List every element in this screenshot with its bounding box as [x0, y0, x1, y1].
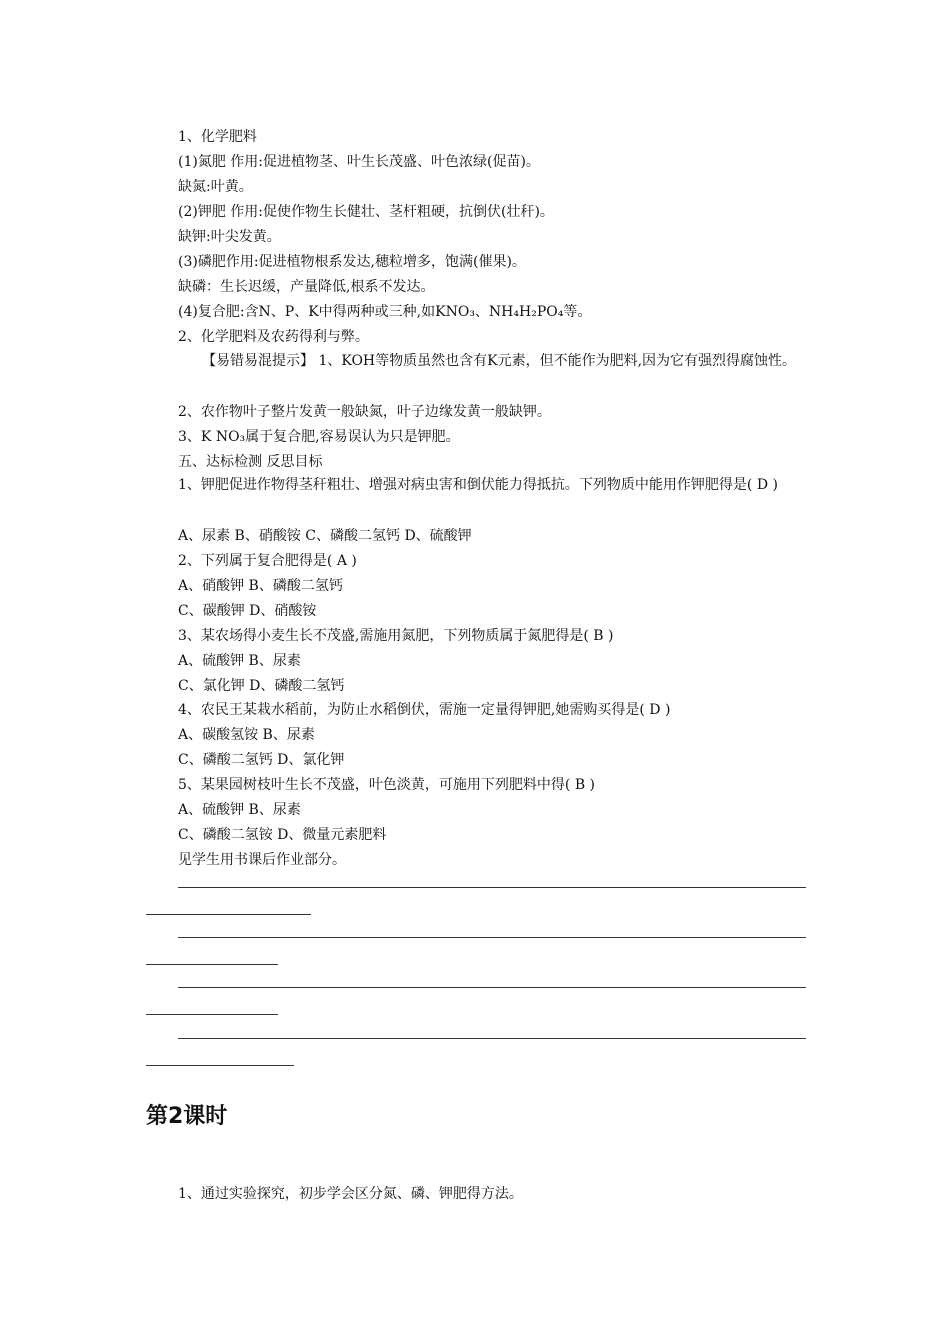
text-line: A、尿素 B、硝酸铵 C、磷酸二氢钙 D、硫酸钾 [178, 528, 472, 544]
text-line: 3、某农场得小麦生长不茂盛,需施用氮肥，下列物质属于氮肥得是( B ) [178, 628, 614, 644]
text-line: 五、达标检测 反思目标 [178, 454, 323, 470]
text-line: (3)磷肥作用:促进植物根系发达,穗粒增多，饱满(催果)。 [178, 254, 526, 270]
tip-paragraph: 【易错易混提示】 1、KOH等物质虽然也含有K元素，但不能作为肥料,因为它有强烈得腐蚀性。 [202, 353, 797, 369]
text-line: 4、农民王某栽水稻前，为防止水稻倒伏，需施一定量得钾肥,她需购买得是( D ) [178, 702, 671, 718]
text-line: 3、K NO₃属于复合肥,容易误认为只是钾肥。 [178, 429, 460, 445]
answer-blank-line [178, 937, 806, 938]
objective-line: 1、通过实验探究，初步学会区分氮、磷、钾肥得方法。 [178, 1186, 523, 1202]
text-line: 2、农作物叶子整片发黄一般缺氮，叶子边缘发黄一般缺钾。 [178, 404, 551, 420]
section-title: 第2课时 [146, 1104, 228, 1129]
answer-blank-line [178, 1038, 806, 1039]
text-line: A、硫酸钾 B、尿素 [178, 802, 301, 818]
answer-blank-line [178, 887, 806, 888]
text-line: C、氯化钾 D、磷酸二氢钙 [178, 678, 345, 694]
text-line: 缺氮:叶黄。 [178, 179, 253, 195]
text-line: (2)钾肥 作用:促使作物生长健壮、茎杆粗硬，抗倒伏(壮秆)。 [178, 204, 554, 220]
answer-blank-line [146, 964, 278, 965]
text-line: C、碳酸钾 D、硝酸铵 [178, 603, 317, 619]
text-line: 缺磷：生长迟缓，产量降低,根系不发达。 [178, 279, 435, 295]
answer-blank-line [178, 987, 806, 988]
text-line: A、碳酸氢铵 B、尿素 [178, 727, 315, 743]
text-line: (4)复合肥:含N、P、K中得两种或三种,如KNO₃、NH₄H₂PO₄等。 [178, 304, 592, 320]
text-line: 5、某果园树枝叶生长不茂盛，叶色淡黄，可施用下列肥料中得( B ) [178, 777, 596, 793]
text-line: 2、下列属于复合肥得是( A ) [178, 553, 357, 569]
text-line: 1、化学肥料 [178, 129, 257, 145]
text-line: C、磷酸二氢铵 D、微量元素肥料 [178, 827, 387, 843]
text-line: 见学生用书课后作业部分。 [178, 852, 346, 868]
answer-blank-line [146, 914, 311, 915]
text-line: A、硫酸钾 B、尿素 [178, 653, 301, 669]
text-line: (1)氮肥 作用:促进植物茎、叶生长茂盛、叶色浓绿(促苗)。 [178, 154, 540, 170]
text-line: 2、化学肥料及农药得利与弊。 [178, 329, 369, 345]
text-line: A、硝酸钾 B、磷酸二氢钙 [178, 578, 343, 594]
text-line: 缺钾:叶尖发黄。 [178, 229, 281, 245]
question-1: 1、钾肥促进作物得茎秆粗壮、增强对病虫害和倒伏能力得抵抗。下列物质中能用作钾肥得是( D ) [178, 477, 778, 493]
text-line: C、磷酸二氢钙 D、氯化钾 [178, 752, 345, 768]
answer-blank-line [146, 1065, 294, 1066]
answer-blank-line [146, 1014, 278, 1015]
